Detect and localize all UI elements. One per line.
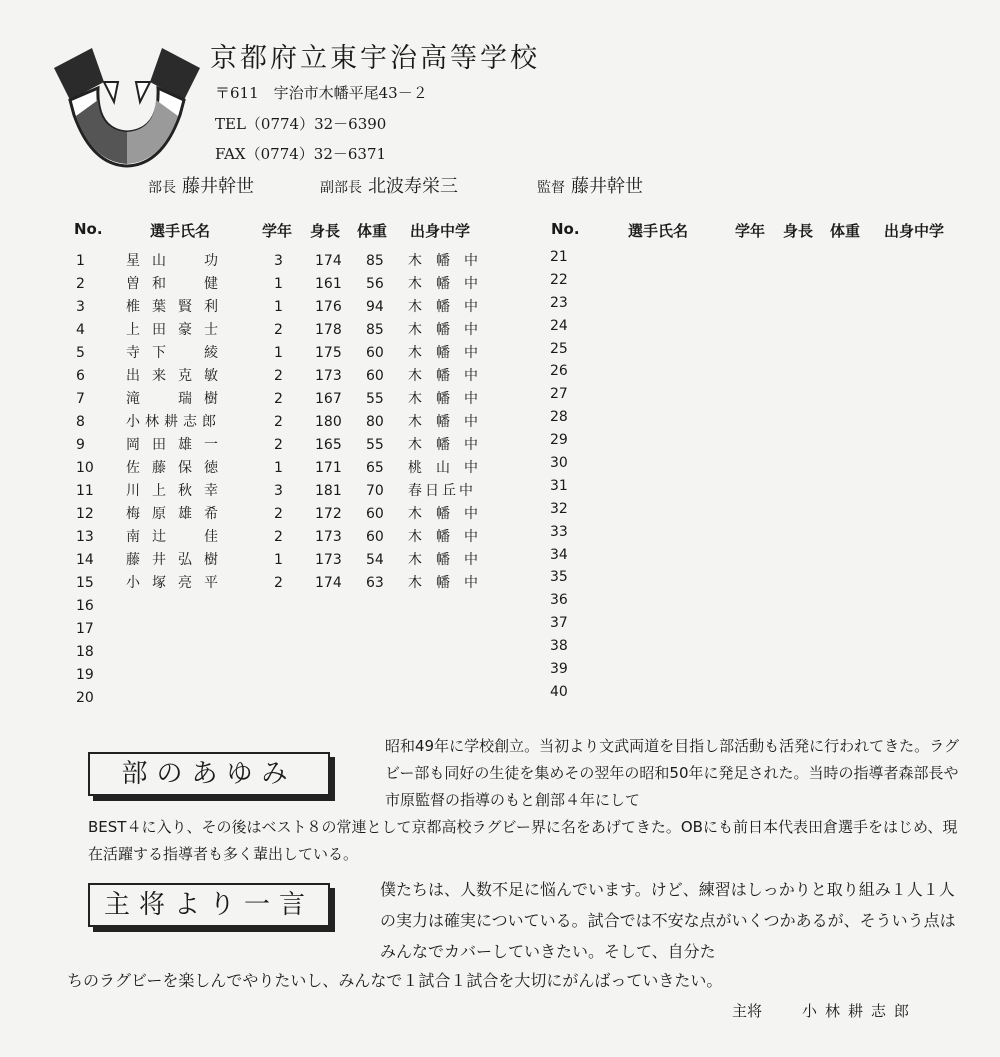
row-number: 39 [550, 661, 568, 678]
row-number: 27 [550, 386, 568, 403]
player-weight: 80 [366, 414, 384, 430]
player-grade: 3 [274, 253, 283, 269]
player-school: 木幡中 [408, 322, 492, 338]
player-height: 173 [315, 368, 342, 384]
player-name: 椎葉賢利 [126, 299, 230, 315]
player-height: 173 [315, 552, 342, 568]
captain-word-title: 主将より一言 [88, 883, 330, 927]
col-grade-left: 学年 [262, 222, 293, 240]
table-row [70, 250, 510, 273]
player-height: 167 [315, 391, 342, 407]
row-number: 38 [550, 638, 568, 655]
player-school: 木幡中 [408, 529, 492, 545]
player-name: 佐藤保徳 [126, 460, 230, 476]
player-height: 176 [315, 299, 342, 315]
player-name: 出来克敏 [126, 368, 230, 384]
history-title: 部のあゆみ [88, 752, 330, 796]
table-row [70, 641, 510, 664]
player-height: 180 [315, 414, 342, 430]
col-height-right: 身長 [783, 222, 814, 240]
col-height-left: 身長 [310, 222, 341, 240]
col-no-right: No. [551, 220, 580, 238]
row-number: 32 [550, 500, 568, 517]
player-grade: 3 [274, 483, 283, 499]
roster-right [550, 246, 590, 704]
player-no: 7 [76, 391, 85, 407]
player-no: 4 [76, 322, 85, 338]
player-height: 171 [315, 460, 342, 476]
player-grade: 2 [274, 322, 283, 338]
player-school: 木幡中 [408, 506, 492, 522]
player-school: 木幡中 [408, 437, 492, 453]
table-row [70, 365, 510, 388]
col-name-left: 選手氏名 [150, 222, 211, 240]
table-row [70, 572, 510, 595]
row-number: 33 [550, 523, 568, 540]
player-grade: 2 [274, 506, 283, 522]
history-text-upper: 昭和49年に学校創立。当初より文武両道を目指し部活動も活発に行われてきた。ラグビー部も同好の生徒を集めその翌年の昭和50年に発足された。当時の指導者森部長や市原監督の指導のもと創部４年にして [385, 737, 960, 809]
player-name: 小塚亮平 [126, 575, 230, 591]
club-head [148, 172, 254, 198]
player-name: 小林耕志郎 [126, 414, 221, 430]
player-school: 木幡中 [408, 253, 492, 269]
player-grade: 2 [274, 575, 283, 591]
player-height: 174 [315, 575, 342, 591]
player-school: 木幡中 [408, 368, 492, 384]
row-number: 25 [550, 340, 568, 357]
player-weight: 94 [366, 299, 384, 315]
captain-label: 主将 [732, 1002, 763, 1020]
table-row [70, 480, 510, 503]
col-grade-right: 学年 [735, 222, 766, 240]
player-name: 星山 功 [126, 253, 230, 269]
school-logo [52, 40, 202, 170]
table-row [70, 411, 510, 434]
col-weight-left: 体重 [357, 222, 388, 240]
col-school-right: 出身中学 [884, 222, 945, 240]
player-school: 木幡中 [408, 276, 492, 292]
player-school: 木幡中 [408, 552, 492, 568]
table-row [70, 342, 510, 365]
player-grade: 1 [274, 552, 283, 568]
row-number: 30 [550, 455, 568, 472]
table-row [70, 457, 510, 480]
captain-text-upper: 僕たちは、人数不足に悩んでいます。けど、練習はしっかりと取り組み１人１人の実力は確実についている。試合では不安な点がいくつかあるが、そういう点はみんなでカバーしていきたい。そして、自分た [380, 880, 956, 961]
player-school: 木幡中 [408, 391, 492, 407]
table-row [70, 664, 510, 687]
player-weight: 63 [366, 575, 384, 591]
captain-name: 小林耕志郎 [802, 1002, 918, 1020]
table-row [70, 526, 510, 549]
player-school: 木幡中 [408, 414, 492, 430]
school-fax: FAX（0774）32－6371 [215, 145, 387, 163]
player-height: 174 [315, 253, 342, 269]
player-name: 滝 瑞樹 [126, 391, 230, 407]
table-row [70, 319, 510, 342]
table-row [70, 687, 510, 710]
row-number: 34 [550, 546, 568, 563]
row-number: 40 [550, 683, 568, 700]
row-number: 35 [550, 569, 568, 586]
player-school: 木幡中 [408, 575, 492, 591]
player-weight: 70 [366, 483, 384, 499]
player-grade: 1 [274, 345, 283, 361]
player-name: 上田豪士 [126, 322, 230, 338]
table-row [70, 388, 510, 411]
player-weight: 55 [366, 391, 384, 407]
table-row [70, 273, 510, 296]
row-number: 36 [550, 592, 568, 609]
player-height: 172 [315, 506, 342, 522]
col-weight-right: 体重 [830, 222, 861, 240]
player-school: 木幡中 [408, 299, 492, 315]
roster-left [70, 250, 510, 710]
player-school: 春日丘中 [408, 483, 476, 499]
player-no: 2 [76, 276, 85, 292]
col-no-left: No. [74, 220, 103, 238]
row-number: 21 [550, 249, 568, 265]
player-weight: 60 [366, 345, 384, 361]
player-no: 5 [76, 345, 85, 361]
player-no: 1 [76, 253, 85, 269]
deputy-label: 副部長 [320, 180, 362, 196]
player-height: 161 [315, 276, 342, 292]
school-address: 〒611 宇治市木幡平尾43－２ [215, 84, 428, 102]
school-tel: TEL（0774）32－6390 [215, 115, 387, 133]
player-height: 178 [315, 322, 342, 338]
table-row [70, 549, 510, 572]
player-height: 165 [315, 437, 342, 453]
row-number: 37 [550, 615, 568, 632]
deputy-head [320, 172, 458, 198]
player-weight: 60 [366, 529, 384, 545]
table-row [70, 595, 510, 618]
captain-text-lower: ちのラグビーを楽しんでやりたいし、みんなで１試合１試合を大切にがんばっていきたい。 [67, 971, 723, 990]
row-number: 22 [550, 271, 568, 288]
deputy-name: 北波寿栄三 [368, 176, 458, 197]
player-weight: 85 [366, 253, 384, 269]
player-no: 16 [76, 598, 94, 614]
club-head-label: 部長 [148, 180, 176, 196]
player-no: 19 [76, 667, 94, 683]
player-weight: 65 [366, 460, 384, 476]
player-weight: 54 [366, 552, 384, 568]
club-head-name: 藤井幹世 [182, 176, 254, 197]
player-weight: 60 [366, 506, 384, 522]
player-weight: 55 [366, 437, 384, 453]
player-grade: 2 [274, 414, 283, 430]
player-weight: 85 [366, 322, 384, 338]
player-no: 10 [76, 460, 94, 476]
row-number: 23 [550, 294, 568, 311]
player-grade: 1 [274, 460, 283, 476]
player-name: 川上秋幸 [126, 483, 230, 499]
row-number: 29 [550, 432, 568, 449]
row-number: 28 [550, 409, 568, 426]
player-no: 9 [76, 437, 85, 453]
coach [537, 172, 643, 198]
table-row [70, 503, 510, 526]
player-no: 18 [76, 644, 94, 660]
player-grade: 1 [274, 299, 283, 315]
player-school: 桃山中 [408, 460, 492, 476]
player-no: 11 [76, 483, 94, 499]
player-grade: 2 [274, 391, 283, 407]
table-row [70, 434, 510, 457]
table-row [70, 618, 510, 641]
row-number: 24 [550, 317, 568, 334]
player-name: 藤井弘樹 [126, 552, 230, 568]
player-name: 曽和 健 [126, 276, 230, 292]
player-height: 175 [315, 345, 342, 361]
player-height: 181 [315, 483, 342, 499]
col-name-right: 選手氏名 [628, 222, 689, 240]
history-text-lower: BEST４に入り、その後はベスト８の常連として京都高校ラグビー界に名をあげてきた。OBにも前日本代表田倉選手をはじめ、現在活躍する指導者も多く輩出している。 [88, 818, 958, 863]
coach-name: 藤井幹世 [571, 176, 643, 197]
player-grade: 2 [274, 437, 283, 453]
player-no: 13 [76, 529, 94, 545]
player-no: 3 [76, 299, 85, 315]
player-height: 173 [315, 529, 342, 545]
player-no: 12 [76, 506, 94, 522]
player-no: 17 [76, 621, 94, 637]
row-number: 26 [550, 363, 568, 380]
table-row [70, 296, 510, 319]
player-no: 6 [76, 368, 85, 384]
row-number: 31 [550, 477, 568, 494]
player-name: 南辻 佳 [126, 529, 230, 545]
captain-signature [732, 1000, 917, 1021]
player-no: 14 [76, 552, 94, 568]
player-grade: 1 [274, 276, 283, 292]
player-school: 木幡中 [408, 345, 492, 361]
player-no: 20 [76, 690, 94, 706]
player-grade: 2 [274, 529, 283, 545]
player-no: 8 [76, 414, 85, 430]
player-grade: 2 [274, 368, 283, 384]
player-weight: 56 [366, 276, 384, 292]
player-name: 岡田雄一 [126, 437, 230, 453]
col-school-left: 出身中学 [410, 222, 471, 240]
player-name: 梅原雄希 [126, 506, 230, 522]
school-name: 京都府立東宇治高等学校 [210, 43, 540, 74]
player-no: 15 [76, 575, 94, 591]
player-weight: 60 [366, 368, 384, 384]
coach-label: 監督 [537, 180, 565, 196]
player-name: 寺下 綾 [126, 345, 230, 361]
